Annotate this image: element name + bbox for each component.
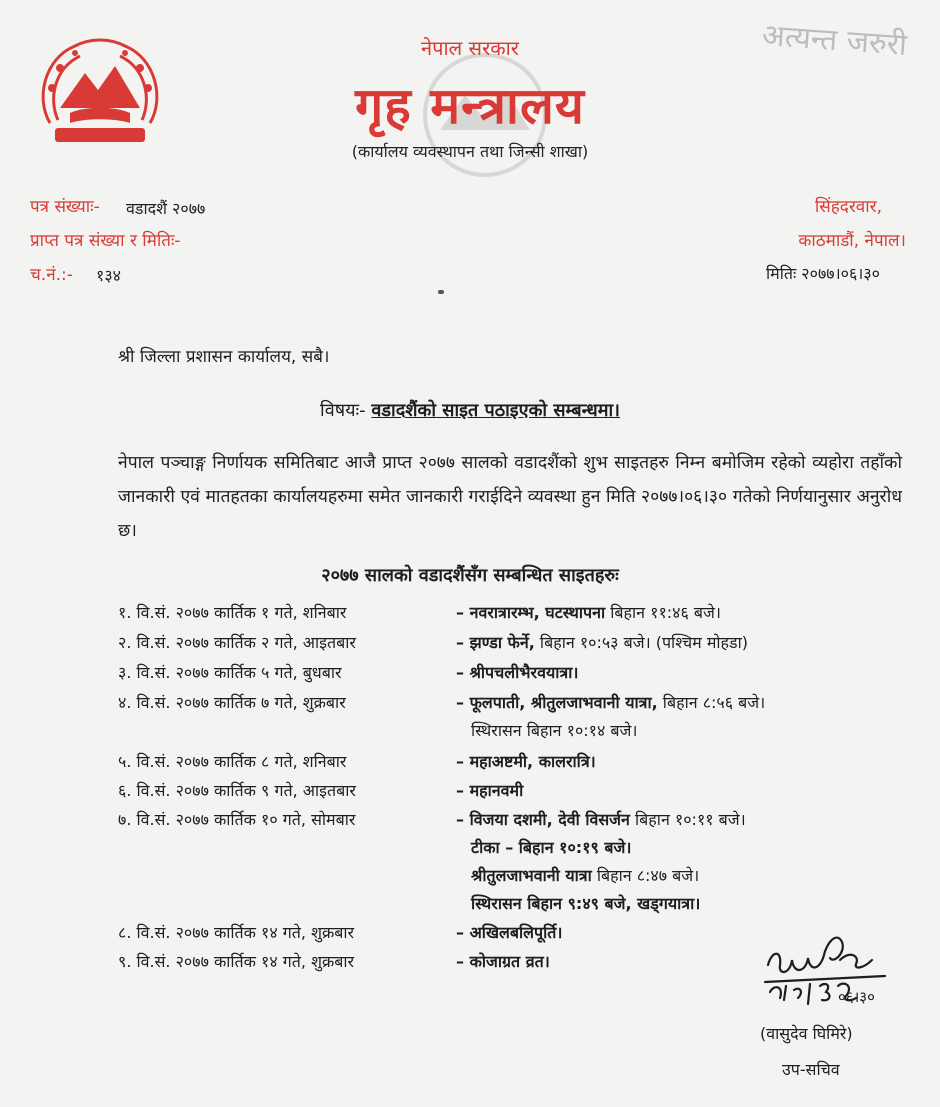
section-subtitle: (कार्यालय व्यवस्थापन तथा जिन्सी शाखा) [351, 142, 589, 161]
handwritten-signature [760, 920, 890, 1030]
item-date: ३. वि.सं. २०७७ कार्तिक ५ गते, बुधबार [118, 663, 342, 682]
list-item [118, 631, 902, 657]
item-date: ४. वि.सं. २०७७ कार्तिक ७ गते, शुक्रबार [118, 693, 346, 712]
item-date: ९. वि.सं. २०७७ कार्तिक १४ गते, शुक्रबार [118, 952, 355, 971]
item-time: बिहान १०:५३ बजे। (पश्चिम मोहडा) [534, 633, 748, 652]
list-item [118, 691, 902, 717]
item-date: ६. वि.सं. २०७७ कार्तिक ९ गते, आइतबार [118, 781, 356, 800]
subject-line [0, 398, 940, 422]
addressee: श्री जिल्ला प्रशासन कार्यालय, सबै। [118, 347, 330, 367]
signer-designation: उप-सचिव [782, 1060, 840, 1079]
item-time: बिहान ८:५६ बजे। [657, 693, 766, 712]
item-event: – नवरात्रारम्भ, घटस्थापना [456, 603, 606, 622]
list-item [118, 750, 902, 776]
item-event: – फूलपाती, श्रीतुलजाभवानी यात्रा, [456, 693, 658, 712]
list-title: २०७७ सालको वडादशैंसँग सम्बन्धित साइतहरुः [321, 565, 619, 586]
signer-name: (वासुदेव घिमिरे) [760, 1024, 853, 1043]
place-line-2: काठमाडौं, नेपाल। [798, 231, 906, 251]
place-line-1: सिंहदरवार, [814, 197, 882, 217]
item-7-yatra-name: श्रीतुलजाभवानी यात्रा [471, 866, 592, 885]
item-event: – झण्डा फेर्ने, [456, 633, 535, 652]
item-date: १. वि.सं. २०७७ कार्तिक १ गते, शनिबार [118, 603, 347, 622]
item-time: बिहान १०:११ बजे। [629, 810, 746, 829]
government-title: नेपाल सरकार [421, 36, 519, 60]
dispatch-number-label: च.नं.:- [30, 265, 73, 285]
item-7-sthirasan: स्थिरासन बिहान ९:४९ बजे, खड्गयात्रा। [471, 894, 701, 913]
ink-speck [438, 290, 444, 294]
signature-date: ०६।३० [838, 988, 875, 1006]
subject-label: विषयः- [320, 400, 366, 421]
item-time: बिहान ११:४६ बजे। [605, 603, 721, 622]
letter-number-label: पत्र संख्याः- [30, 197, 100, 217]
item-event: – अखिलबलिपूर्ति। [456, 923, 563, 942]
item-event: – कोजाग्रत व्रत। [456, 952, 550, 971]
ministry-title: गृह मन्त्रालय [355, 77, 585, 135]
body-paragraph: नेपाल पञ्चाङ्ग निर्णायक समितिबाट आजै प्राप्त २०७७ सालको वडादशैंको शुभ साइतहरु निम्न बमोजिम रहेको व्यहोरा तहाँको जानकारी एवं मातहतका कार्यालयहरुमा समेत जानकारी गराईदिने व्यवस्था हुन मिति २०७७।०६।३० गतेको निर्णयानुसार अनुरोध छ। [118, 453, 902, 541]
received-letter-label: प्राप्त पत्र संख्या र मितिः- [30, 231, 181, 251]
item-event: – विजया दशमी, देवी विसर्जन [456, 810, 630, 829]
letter-number-value: वडादशैं २०७७ [126, 199, 206, 218]
subject-text: वडादशैंको साइत पठाइएको सम्बन्धमा। [371, 400, 620, 421]
item-event: – श्रीपचलीभैरवयात्रा। [456, 663, 579, 682]
list-item [118, 808, 902, 834]
item-event: – महाअष्टमी, कालरात्रि। [456, 752, 596, 771]
item-4-sthirasan: स्थिरासन बिहान १०:१४ बजे। [471, 721, 638, 740]
item-7-yatra-time: बिहान ८:४७ बजे। [591, 866, 700, 885]
list-item [118, 601, 902, 627]
letter-date: मितिः २०७७।०६।३० [766, 264, 880, 283]
item-date: ७. वि.सं. २०७७ कार्तिक १० गते, सोमबार [118, 810, 356, 829]
item-7-yatra [471, 864, 699, 886]
list-item [118, 779, 902, 805]
item-date: ५. वि.सं. २०७७ कार्तिक ८ गते, शनिबार [118, 752, 347, 771]
list-item [118, 661, 902, 687]
item-date: २. वि.सं. २०७७ कार्तिक २ गते, आइतबार [118, 633, 356, 652]
urgent-stamp: अत्यन्त जरुरी [760, 17, 909, 64]
item-7-tika: टीका – बिहान १०:१९ बजे। [471, 838, 632, 857]
item-event: – महानवमी [456, 781, 524, 800]
dispatch-number-value: १३४ [96, 266, 121, 285]
item-date: ८. वि.सं. २०७७ कार्तिक १४ गते, शुक्रबार [118, 923, 355, 942]
